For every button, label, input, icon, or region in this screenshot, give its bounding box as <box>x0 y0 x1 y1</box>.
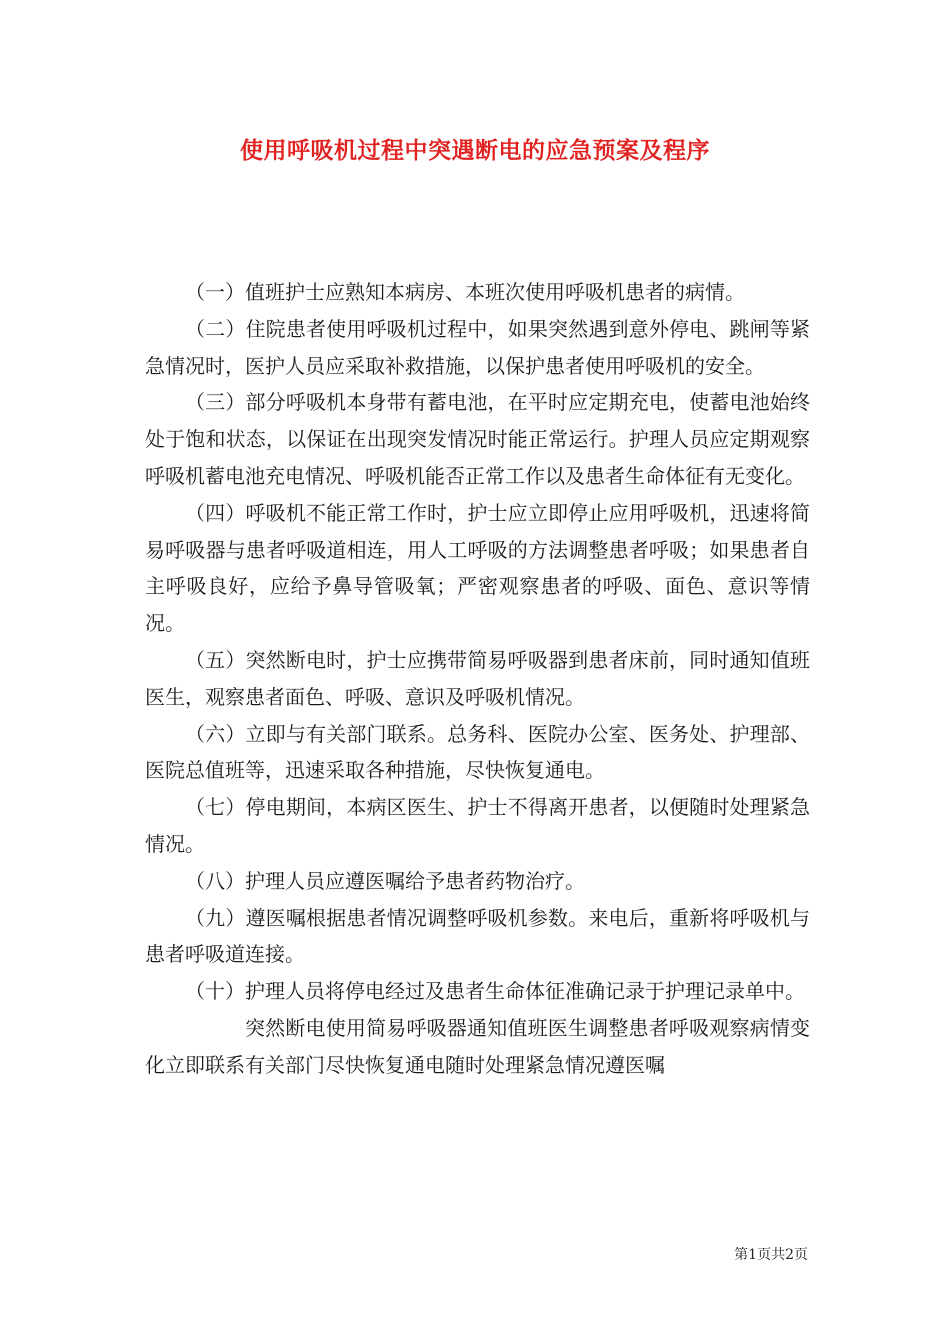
paragraph-3: （三）部分呼吸机本身带有蓄电池，在平时应定期充电，使蓄电池始终处于饱和状态，以保证在出现突发情况时能正常运行。护理人员应定期观察呼吸机蓄电池充电情况、呼吸机能否正常工作以及患者生命体征有无变化。 <box>145 390 810 488</box>
document-body <box>145 274 810 1084</box>
page-number: 第1页共2页 <box>734 1247 808 1263</box>
paragraph-2: （二）住院患者使用呼吸机过程中，如果突然遇到意外停电、跳闸等紧急情况时，医护人员应采取补救措施，以保护患者使用呼吸机的安全。 <box>145 316 810 378</box>
paragraph-9: （九）遵医嘱根据患者情况调整呼吸机参数。来电后，重新将呼吸机与患者呼吸道连接。 <box>145 905 810 967</box>
paragraph-1: （一）值班护士应熟知本病房、本班次使用呼吸机患者的病情。 <box>185 280 745 304</box>
paragraph-10: （十）护理人员将停电经过及患者生命体征准确记录于护理记录单中。 <box>185 979 805 1004</box>
paragraph-8: （八）护理人员应遵医嘱给予患者药物治疗。 <box>185 868 585 893</box>
document-title: 使用呼吸机过程中突遇断电的应急预案及程序 <box>240 137 710 164</box>
flow-summary: 突然断电使用简易呼吸器通知值班医生调整患者呼吸观察病情变化立即联系有关部门尽快恢复通电随时处理紧急情况遵医嘱 <box>145 1015 810 1077</box>
paragraph-5: （五）突然断电时，护士应携带简易呼吸器到患者床前，同时通知值班医生，观察患者面色、呼吸、意识及呼吸机情况。 <box>145 647 810 709</box>
paragraph-6: （六）立即与有关部门联系。总务科、医院办公室、医务处、护理部、医院总值班等，迅速采取各种措施，尽快恢复通电。 <box>145 721 810 783</box>
paragraph-4: （四）呼吸机不能正常工作时，护士应立即停止应用呼吸机，迅速将简易呼吸器与患者呼吸道相连，用人工呼吸的方法调整患者呼吸；如果患者自主呼吸良好，应给予鼻导管吸氧；严密观察患者的呼吸、面色、意识等情况。 <box>145 500 810 636</box>
paragraph-7: （七）停电期间，本病区医生、护士不得离开患者，以便随时处理紧急情况。 <box>145 795 810 856</box>
